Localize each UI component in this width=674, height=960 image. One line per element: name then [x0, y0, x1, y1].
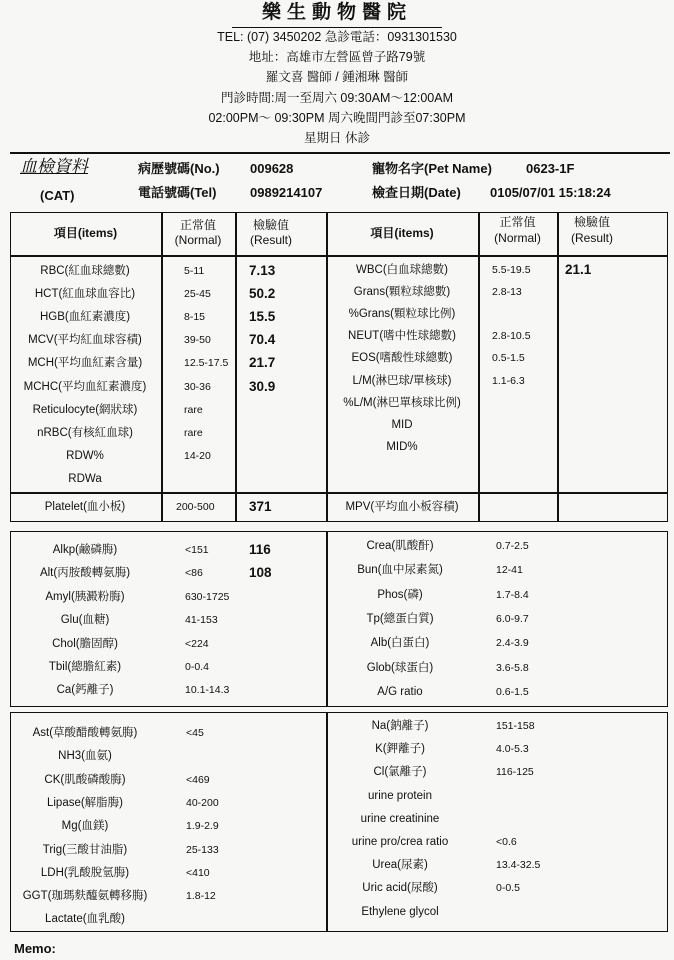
- exam-date: 0105/07/01 15:18:24: [490, 185, 611, 200]
- test-label: GGT(珈瑪麩醯氨轉移脢): [22, 890, 148, 903]
- normal-range: 0-0.4: [185, 661, 209, 673]
- test-label: RDWa: [68, 472, 102, 485]
- test-label: K(鉀離子): [375, 743, 425, 756]
- memo-label: Memo:: [14, 941, 56, 956]
- normal-range: <151: [185, 544, 209, 556]
- record-no-label: 病歷號碼(No.): [138, 161, 220, 176]
- test-result: 116: [249, 542, 271, 557]
- test-label: NH3(血氨): [58, 750, 112, 763]
- cbc-col-line: [326, 212, 328, 522]
- test-label: A/G ratio: [377, 685, 423, 698]
- test-label: Tp(總蛋白質): [366, 612, 434, 625]
- normal-range: 12.5-17.5: [184, 357, 229, 370]
- normal-range: <410: [186, 866, 210, 879]
- test-result: 108: [249, 565, 272, 581]
- test-label: nRBC(有核紅血球): [37, 426, 133, 439]
- normal-range: 1.9-2.9: [186, 820, 219, 833]
- normal-range: 151-158: [496, 720, 535, 732]
- test-label: Glu(血糖): [60, 614, 110, 627]
- test-label: Ethylene glycol: [361, 905, 439, 918]
- test-label: Alkp(鹼磷脢): [52, 544, 118, 556]
- normal-range: rare: [184, 403, 203, 416]
- test-label: RBC(紅血球總數): [40, 265, 130, 277]
- pet-name-label: 寵物名字(Pet Name): [372, 161, 492, 176]
- test-label: %Grans(顆粒球比例): [348, 308, 456, 321]
- test-label: Alt(丙胺酸轉氨脢): [39, 567, 131, 580]
- test-label: Ca(鈣離子): [56, 684, 114, 697]
- normal-range: 2.8-10.5: [492, 330, 531, 343]
- test-label: MCH(平均血紅素含量): [27, 357, 143, 370]
- normal-range: 10.1-14.3: [185, 684, 230, 697]
- header-result-left-1: 檢驗值: [252, 218, 289, 232]
- normal-range: 0-0.5: [496, 882, 520, 895]
- test-label: HGB(血紅素濃度): [39, 311, 131, 324]
- clinic-doctors: 羅文喜 醫師 / 鍾湘琳 醫師: [265, 70, 409, 84]
- normal-range: 116-125: [496, 766, 534, 779]
- header-normal-right-1: 正常值: [499, 215, 536, 229]
- header-normal-left-1: 正常值: [179, 218, 216, 232]
- test-label: Phos(磷): [377, 588, 423, 601]
- test-result: 15.5: [249, 309, 276, 325]
- header-items-right: 項目(items): [370, 226, 434, 240]
- test-label: Mg(血鎂): [61, 820, 109, 833]
- test-label: MCHC(平均血紅素濃度): [23, 380, 147, 393]
- test-label: Trig(三酸甘油脂): [42, 843, 128, 856]
- test-result: 50.2: [249, 286, 276, 302]
- record-no: 009628: [250, 161, 294, 176]
- test-label: Ast(草酸醋酸轉氨脢): [32, 727, 138, 739]
- cbc-col-line: [161, 212, 163, 522]
- tel-label: 電話號碼(Tel): [138, 185, 217, 200]
- normal-range: 30-36: [184, 380, 211, 393]
- header-normal-right-2: (Normal): [494, 231, 541, 245]
- test-label: MCV(平均紅血球容積): [28, 334, 142, 347]
- test-label: HCT(紅血球血容比): [34, 288, 136, 301]
- test-result: 70.4: [249, 332, 276, 348]
- cbc-header-rule: [10, 255, 668, 257]
- title-underline: [232, 27, 442, 28]
- normal-range: <224: [185, 637, 209, 650]
- test-label: Cl(氯離子): [373, 766, 427, 779]
- test-label: Tbil(總膽紅素): [48, 661, 122, 673]
- normal-range: 0.5-1.5: [492, 352, 525, 365]
- normal-range: <86: [185, 567, 203, 580]
- test-label: LDH(乳酸脫氫脢): [40, 866, 130, 879]
- normal-range: rare: [184, 426, 203, 439]
- test-label: urine pro/crea ratio: [351, 836, 449, 848]
- test-label: Glob(球蛋白): [366, 661, 434, 674]
- clinic-hours-1: 門診時間:周一至周六 09:30AM～12:00AM: [220, 91, 453, 105]
- test-label: MID%: [386, 440, 418, 453]
- normal-range: 12-41: [496, 564, 523, 577]
- normal-range: 39-50: [184, 334, 211, 347]
- test-label: urine creatinine: [360, 812, 440, 825]
- normal-range: 40-200: [186, 796, 219, 809]
- normal-range: 0.6-1.5: [496, 685, 529, 698]
- tel: 0989214107: [250, 185, 323, 200]
- header-result-left-2: (Result): [249, 233, 292, 247]
- normal-range: 25-45: [184, 288, 211, 301]
- test-label: Amyl(胰澱粉脢): [45, 590, 125, 603]
- test-label: CK(肌酸磷酸脢): [44, 773, 126, 786]
- normal-range: 200-500: [176, 501, 215, 513]
- test-label: EOS(嗜酸性球總數): [351, 352, 453, 365]
- test-label: Chol(膽固醇): [52, 637, 118, 650]
- test-result: 371: [249, 499, 272, 514]
- date-label: 檢查日期(Date): [372, 185, 461, 200]
- normal-range: 25-133: [186, 843, 219, 856]
- test-label: L/M(淋巴球/單核球): [352, 374, 452, 387]
- test-result: 30.9: [249, 378, 276, 394]
- cbc-col-line: [557, 212, 559, 522]
- test-label: %L/M(淋巴單核球比例): [343, 396, 461, 409]
- clinic-name: 樂生動物醫院: [261, 1, 412, 23]
- test-result: 21.7: [249, 355, 276, 371]
- normal-range: 5.5-19.5: [492, 264, 531, 276]
- header-rule: [10, 152, 670, 154]
- report-title: 血檢資料: [20, 157, 88, 177]
- test-label: Grans(顆粒球總數): [353, 286, 451, 299]
- normal-range: 6.0-9.7: [496, 612, 529, 625]
- species: (CAT): [40, 188, 75, 203]
- test-label: Urea(尿素): [372, 859, 428, 872]
- normal-range: 1.1-6.3: [492, 374, 525, 387]
- normal-range: 14-20: [184, 449, 211, 462]
- test-label: Uric acid(尿酸): [362, 882, 438, 895]
- test-label: MID: [391, 418, 413, 431]
- test-label: Reticulocyte(網狀球): [32, 403, 138, 416]
- clinic-address: 地址：高雄市左營區曾子路79號: [248, 50, 426, 64]
- normal-range: 5-11: [184, 265, 205, 277]
- test-label: urine protein: [368, 789, 432, 802]
- pet-name: 0623-1F: [526, 161, 575, 176]
- normal-range: 1.7-8.4: [496, 588, 529, 601]
- normal-range: 2.8-13: [492, 286, 522, 299]
- test-label: MPV(平均血小板容積): [345, 501, 459, 513]
- test-label: Lactate(血乳酸): [45, 913, 125, 926]
- normal-range: <469: [186, 773, 210, 786]
- cbc-platelet-rule: [10, 492, 668, 494]
- header-result-right-1: 檢驗值: [573, 215, 610, 229]
- test-label: WBC(白血球總數): [356, 264, 448, 276]
- clinic-hours-3: 星期日 休診: [304, 131, 370, 145]
- test-label: Lipase(解脂脢): [46, 796, 124, 809]
- header-items-left: 項目(items): [53, 226, 118, 240]
- clinic-tel: TEL: (07) 3450202 急診電話：0931301530: [217, 30, 457, 44]
- normal-range: 4.0-5.3: [496, 743, 529, 756]
- header-normal-left-2: (Normal): [174, 233, 222, 247]
- test-label: RDW%: [66, 449, 104, 462]
- normal-range: 3.6-5.8: [496, 661, 529, 674]
- normal-range: <45: [186, 727, 204, 739]
- normal-range: 41-153: [185, 614, 218, 627]
- normal-range: 0.7-2.5: [496, 540, 529, 552]
- test-label: Alb(白蛋白): [370, 637, 430, 650]
- test-label: NEUT(嗜中性球總數): [348, 330, 456, 343]
- test-label: Bun(血中尿素氮): [357, 564, 443, 577]
- test-label: Platelet(血小板): [44, 501, 126, 513]
- test-label: Na(鈉離子): [371, 720, 429, 732]
- normal-range: 8-15: [184, 311, 206, 324]
- normal-range: <0.6: [496, 836, 517, 848]
- test-result: 7.13: [249, 263, 276, 278]
- normal-range: 2.4-3.9: [496, 637, 529, 650]
- normal-range: 13.4-32.5: [496, 859, 541, 872]
- clinic-hours-2: 02:00PM～ 09:30PM 周六晚間門診至07:30PM: [208, 111, 466, 125]
- normal-range: 1.8-12: [186, 890, 216, 903]
- normal-range: 630-1725: [185, 590, 230, 603]
- header-result-right-2: (Result): [570, 231, 613, 245]
- cbc-col-line: [478, 212, 480, 522]
- cbc-col-line: [235, 212, 237, 522]
- test-result: 21.1: [565, 262, 592, 277]
- test-label: Crea(肌酸酐): [366, 540, 434, 552]
